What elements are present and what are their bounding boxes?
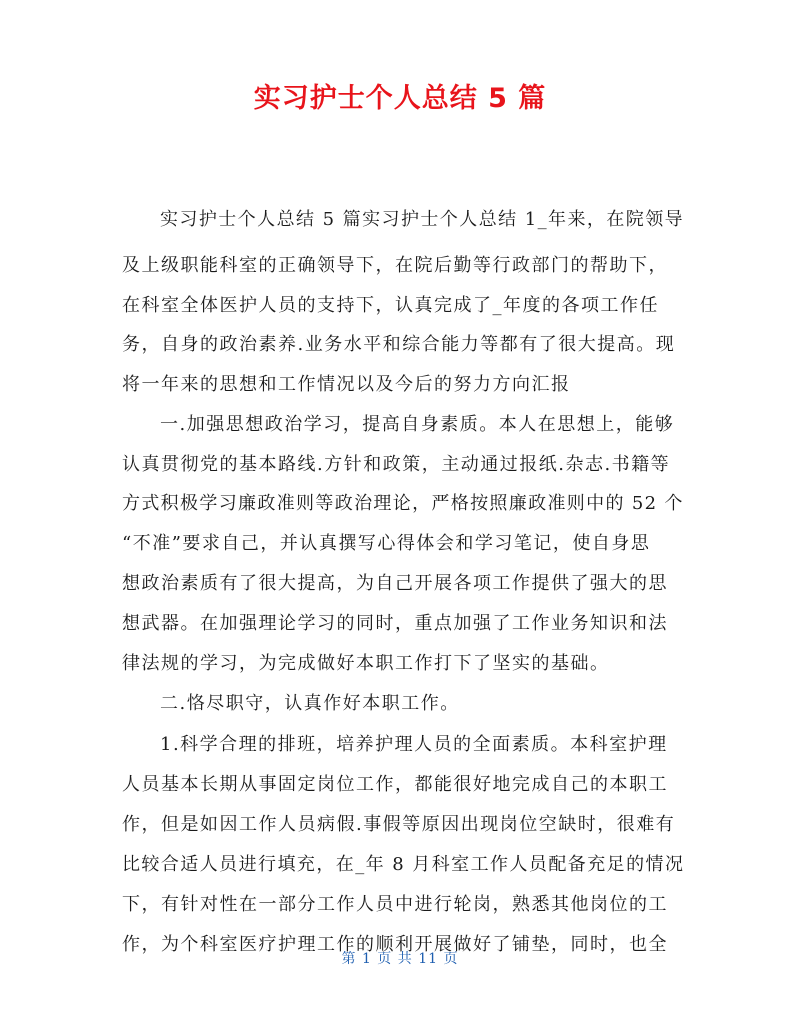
text-line: “不准”要求自己，并认真撰写心得体会和学习笔记，使自身思: [122, 533, 651, 554]
text-line: 作，为个科室医疗护理工作的顺利开展做好了铺垫，同时，也全: [122, 934, 668, 955]
text-line: 想政治素质有了很大提高，为自己开展各项工作提供了强大的思: [122, 573, 668, 594]
text-line: 一.加强思想政治学习，提高自身素质。本人在思想上，能够: [160, 414, 675, 435]
text-line: 认真贯彻党的基本路线.方针和政策，主动通过报纸.杂志.书籍等: [122, 454, 671, 475]
text-line: 方式积极学习廉政准则等政治理论，严格按照廉政准则中的 52 个: [122, 493, 684, 514]
text-line: 人员基本长期从事固定岗位工作，都能很好地完成自己的本职工: [122, 774, 668, 795]
text-line: 1.科学合理的排班，培养护理人员的全面素质。本科室护理: [160, 734, 668, 755]
text-line: 将一年来的思想和工作情况以及今后的努力方向汇报: [122, 374, 571, 395]
text-line: 律法规的学习，为完成做好本职工作打下了坚实的基础。: [122, 653, 610, 674]
text-line: 在科室全体医护人员的支持下，认真完成了_年度的各项工作任: [122, 295, 659, 316]
text-line: 二.恪尽职守，认真作好本职工作。: [160, 693, 460, 714]
text-line: 及上级职能科室的正确领导下，在院后勤等行政部门的帮助下，: [122, 255, 668, 276]
text-line: 务，自身的政治素养.业务水平和综合能力等都有了很大提高。现: [122, 334, 676, 355]
text-line: 作，但是如因工作人员病假.事假等原因出现岗位空缺时，很难有: [122, 814, 676, 835]
page-number: 第 1 页 共 11 页: [341, 951, 459, 967]
text-line: 下，有针对性在一部分工作人员中进行轮岗，熟悉其他岗位的工: [122, 894, 668, 915]
page-title: 实习护士个人总结 5 篇: [253, 83, 547, 114]
text-line: 实习护士个人总结 5 篇实习护士个人总结 1_年来，在院领导: [160, 209, 685, 230]
text-line: 想武器。在加强理论学习的同时，重点加强了工作业务知识和法: [122, 613, 668, 634]
text-line: 比较合适人员进行填充，在_年 8 月科室工作人员配备充足的情况: [122, 854, 685, 875]
